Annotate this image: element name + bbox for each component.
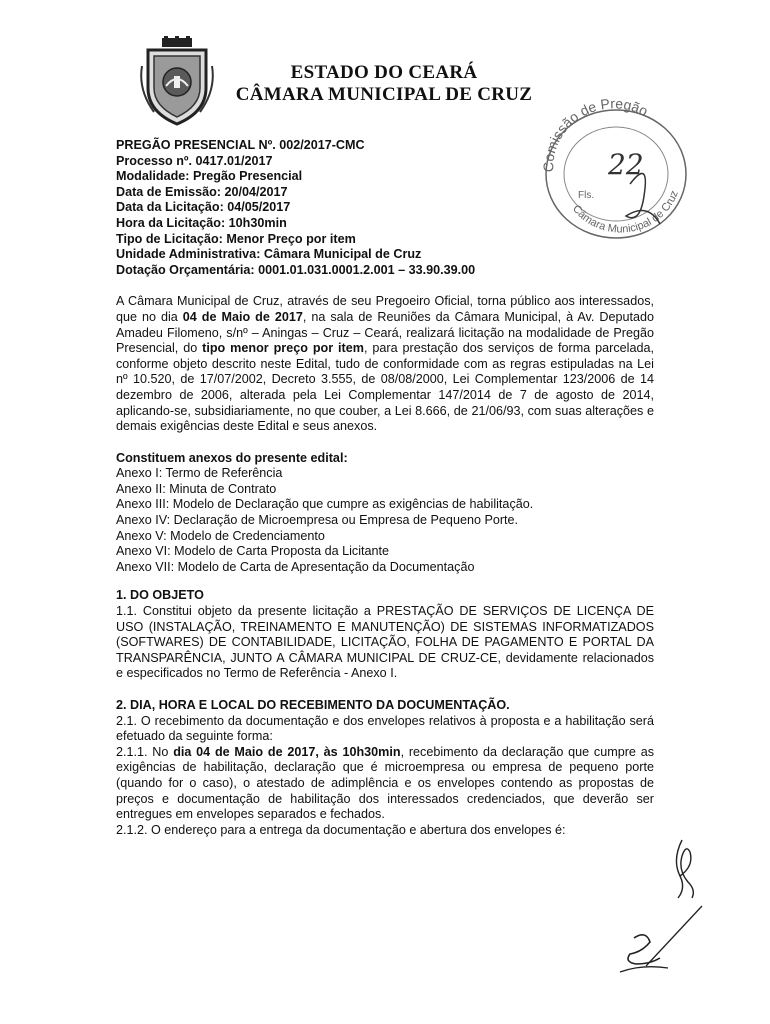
stamp-bottom-text: Câmara Municipal de Cruz <box>569 188 681 236</box>
signature-initials-icon <box>668 836 702 902</box>
section-2-1-1-date: dia 04 de Maio de 2017, às 10h30min <box>173 744 401 759</box>
section-2-title: 2. DIA, HORA E LOCAL DO RECEBIMENTO DA DOCUMENTAÇÃO. <box>116 698 510 712</box>
meta-tipo-licitacao: Tipo de Licitação: Menor Preço por item <box>116 231 356 246</box>
section-1-title: 1. DO OBJETO <box>116 588 204 603</box>
meta-data-licitacao: Data da Licitação: 04/05/2017 <box>116 200 291 215</box>
edital-content <box>116 138 654 838</box>
section-2-1: 2.1. O recebimento da documentação e dos envelopes relativos à proposta e a habilitação será efetuado da seguinte forma: <box>116 713 654 744</box>
meta-processo: Processo nº. 0417.01/2017 <box>116 153 273 168</box>
meta-data-emissao: Data de Emissão: 20/04/2017 <box>116 184 288 199</box>
annex-item: Anexo VI: Modelo de Carta Proposta da Licitante <box>116 544 390 559</box>
section-2-1-1: 2.1.1. No dia 04 de Maio de 2017, às 10h30min, recebimento da declaração que cumpre as exigências de habilitação, declaração que é microempresa ou empresa de pequeno porte (quando for o caso), o atestado de adimplência e os envelopes contendo as propostas de preços e documentação de habilitação dos interessados credenciados, que deverão ser entregues em envelopes separados e fechados. <box>116 744 654 822</box>
annex-item: Anexo III: Modelo de Declaração que cumpre as exigências de habilitação. <box>116 497 534 512</box>
annex-item: Anexo II: Minuta de Contrato <box>116 481 277 496</box>
meta-unidade: Unidade Administrativa: Câmara Municipal de Cruz <box>116 247 422 262</box>
stamp-fls: Fls. <box>578 190 595 201</box>
intro-type: tipo menor preço por item <box>202 341 364 356</box>
stamp-number: 22 <box>608 148 644 181</box>
header-chamber: CÂMARA MUNICIPAL DE CRUZ <box>235 84 533 105</box>
intro-date: 04 de Maio de 2017 <box>182 309 303 324</box>
meta-block <box>116 138 654 278</box>
meta-hora-licitacao: Hora da Licitação: 10h30min <box>116 215 287 230</box>
annex-item: Anexo VII: Modelo de Carta de Apresentação da Documentação <box>116 559 475 574</box>
meta-dotacao: Dotação Orçamentária: 0001.01.031.0001.2.001 – 33.90.39.00 <box>116 262 476 277</box>
annex-item: Anexo V: Modelo de Credenciamento <box>116 528 325 543</box>
section-1-text: 1.1. Constitui objeto da presente licitação a PRESTAÇÃO DE SERVIÇOS DE LICENÇA DE USO (INSTALAÇÃO, TREINAMENTO E MANUTENÇÃO) DE SISTEMAS INFORMATIZADOS (SOFTWARES) DE CONTABILIDADE, LICITAÇÃO, FOLHA DE PAGAMENTO E PORTAL DA TRANSPARÊNCIA, JUNTO A CÂMARA MUNICIPAL DE CRUZ-CE, devidamente relacionados e especificados no Termo de Referência - Anexo I. <box>116 604 654 681</box>
annex-item: Anexo I: Termo de Referência <box>116 466 283 481</box>
meta-pregao: PREGÃO PRESENCIAL Nº. 002/2017-CMC <box>116 138 365 152</box>
intro-paragraph: A Câmara Municipal de Cruz, através de seu Pregoeiro Oficial, torna público aos interessados, que no dia 04 de Maio de 2017, na sala de Reuniões da Câmara Municipal, à Av. Deputado Amadeu Filomeno, s/nº – Aningas – Cruz – Ceará, realizará licitação na modalidade de Pregão Presencial, do tipo menor preço por item, para prestação dos serviços de forma parcelada, conforme objeto descrito neste Edital, tudo de conformidade com as regras estipuladas na Lei nº 10.520, de 17/07/2002, Decreto 3.555, de 08/08/2000, Lei Complementar 123/2006 de 14 dezembro de 2006, alterada pela Lei Complementar 147/2014 de 7 de agosto de 2014, aplicando-se, subsidiariamente, no que couber, a Lei 8.666, de 21/06/93, com suas alterações e demais exigências deste Edital e seus anexos. <box>116 294 655 434</box>
annex-title: Constituem anexos do presente edital: <box>116 450 348 465</box>
stamp-ring-text: Comissão de Pregão <box>540 98 651 173</box>
crest-icon <box>138 36 216 126</box>
signature-icon <box>616 902 706 976</box>
annex-item: Anexo IV: Declaração de Microempresa ou Empresa de Pequeno Porte. <box>116 513 519 528</box>
header-state: ESTADO DO CEARÁ <box>290 62 478 83</box>
meta-modalidade: Modalidade: Pregão Presencial <box>116 169 303 184</box>
section-2-1-2: 2.1.2. O endereço para a entrega da documentação e abertura dos envelopes é: <box>116 822 566 837</box>
